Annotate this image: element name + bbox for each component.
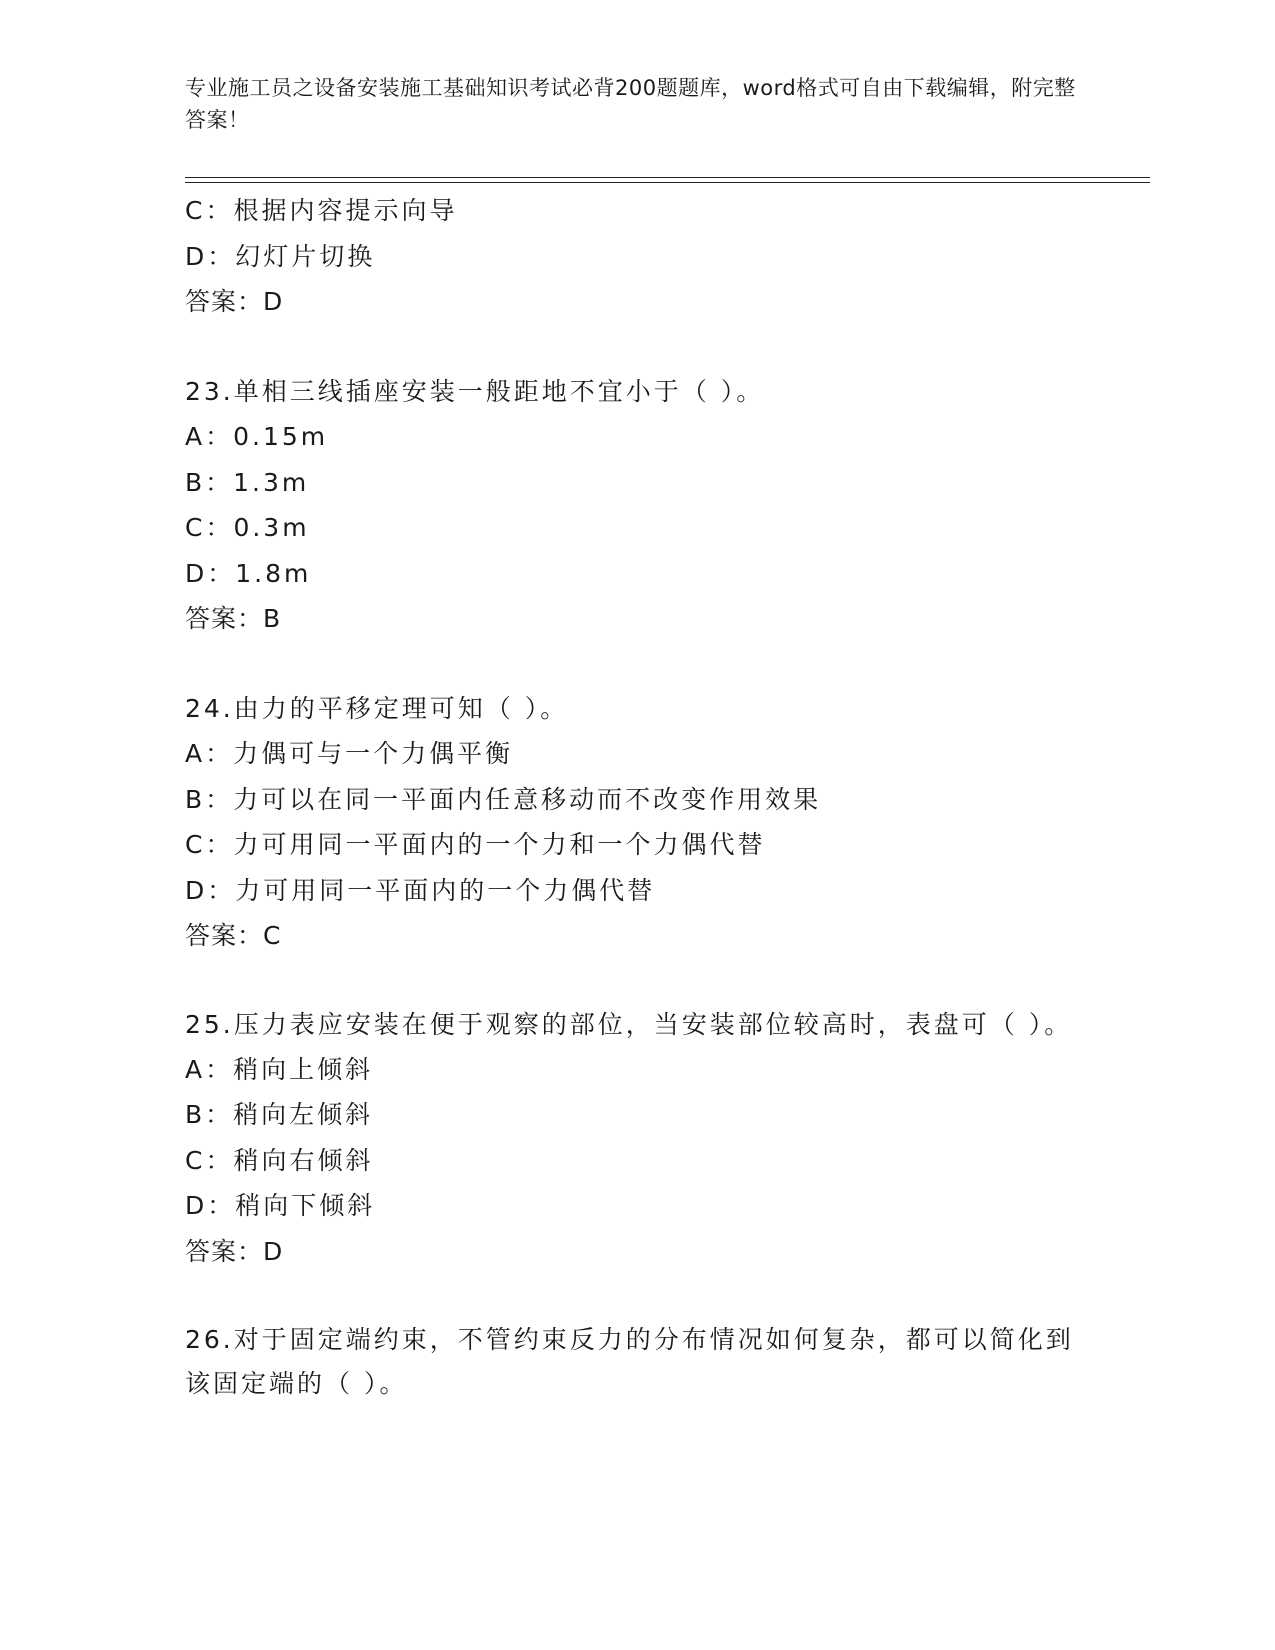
question-block-24 [185, 686, 1085, 959]
option-a: A：力偶可与一个力偶平衡 [185, 739, 514, 768]
document-header: 专业施工员之设备安装施工基础知识考试必背200题题库，word格式可自由下载编辑，附完整答案！ [185, 76, 1076, 132]
option-c: C：力可用同一平面内的一个力和一个力偶代替 [185, 830, 766, 859]
question-stem: 24.由力的平移定理可知（ ）。 [185, 693, 569, 723]
answer-line: 答案：C [185, 921, 282, 950]
question-block-22 [185, 188, 1085, 325]
question-block-25 [185, 1003, 1085, 1275]
question-block-23 [185, 369, 1085, 642]
question-block-26 [185, 1318, 1085, 1406]
option-d: D：幻灯片切换 [185, 241, 376, 271]
spacer [185, 642, 1085, 686]
header-divider-top [185, 177, 1150, 178]
answer-line: 答案：B [185, 604, 282, 633]
option-b: B：稍向左倾斜 [185, 1100, 374, 1129]
question-stem: 25.压力表应安装在便于观察的部位，当安装部位较高时，表盘可（ ）。 [185, 1009, 1073, 1039]
answer-line: 答案：D [185, 287, 284, 316]
option-b: B：1.3m [185, 467, 310, 497]
option-d: D：1.8m [185, 558, 312, 588]
option-d: D：稍向下倾斜 [185, 1191, 376, 1220]
question-stem: 23.单相三线插座安装一般距地不宜小于（ ）。 [185, 376, 765, 406]
option-c: C：0.3m [185, 513, 310, 542]
header-divider-bottom [185, 182, 1150, 183]
spacer [185, 1274, 1085, 1318]
option-a: A：稍向上倾斜 [185, 1054, 374, 1084]
option-b: B：力可以在同一平面内任意移动而不改变作用效果 [185, 784, 822, 814]
answer-line: 答案：D [185, 1236, 284, 1266]
option-c: C：稍向右倾斜 [185, 1145, 374, 1175]
option-d: D：力可用同一平面内的一个力偶代替 [185, 875, 656, 905]
question-stem: 26.对于固定端约束，不管约束反力的分布情况如何复杂，都可以简化到该固定端的（ ）。 [185, 1325, 1074, 1398]
option-a: A：0.15m [185, 422, 329, 451]
spacer [185, 959, 1085, 1003]
spacer [185, 325, 1085, 369]
option-c: C：根据内容提示向导 [185, 196, 458, 225]
question-list [185, 188, 1085, 1406]
